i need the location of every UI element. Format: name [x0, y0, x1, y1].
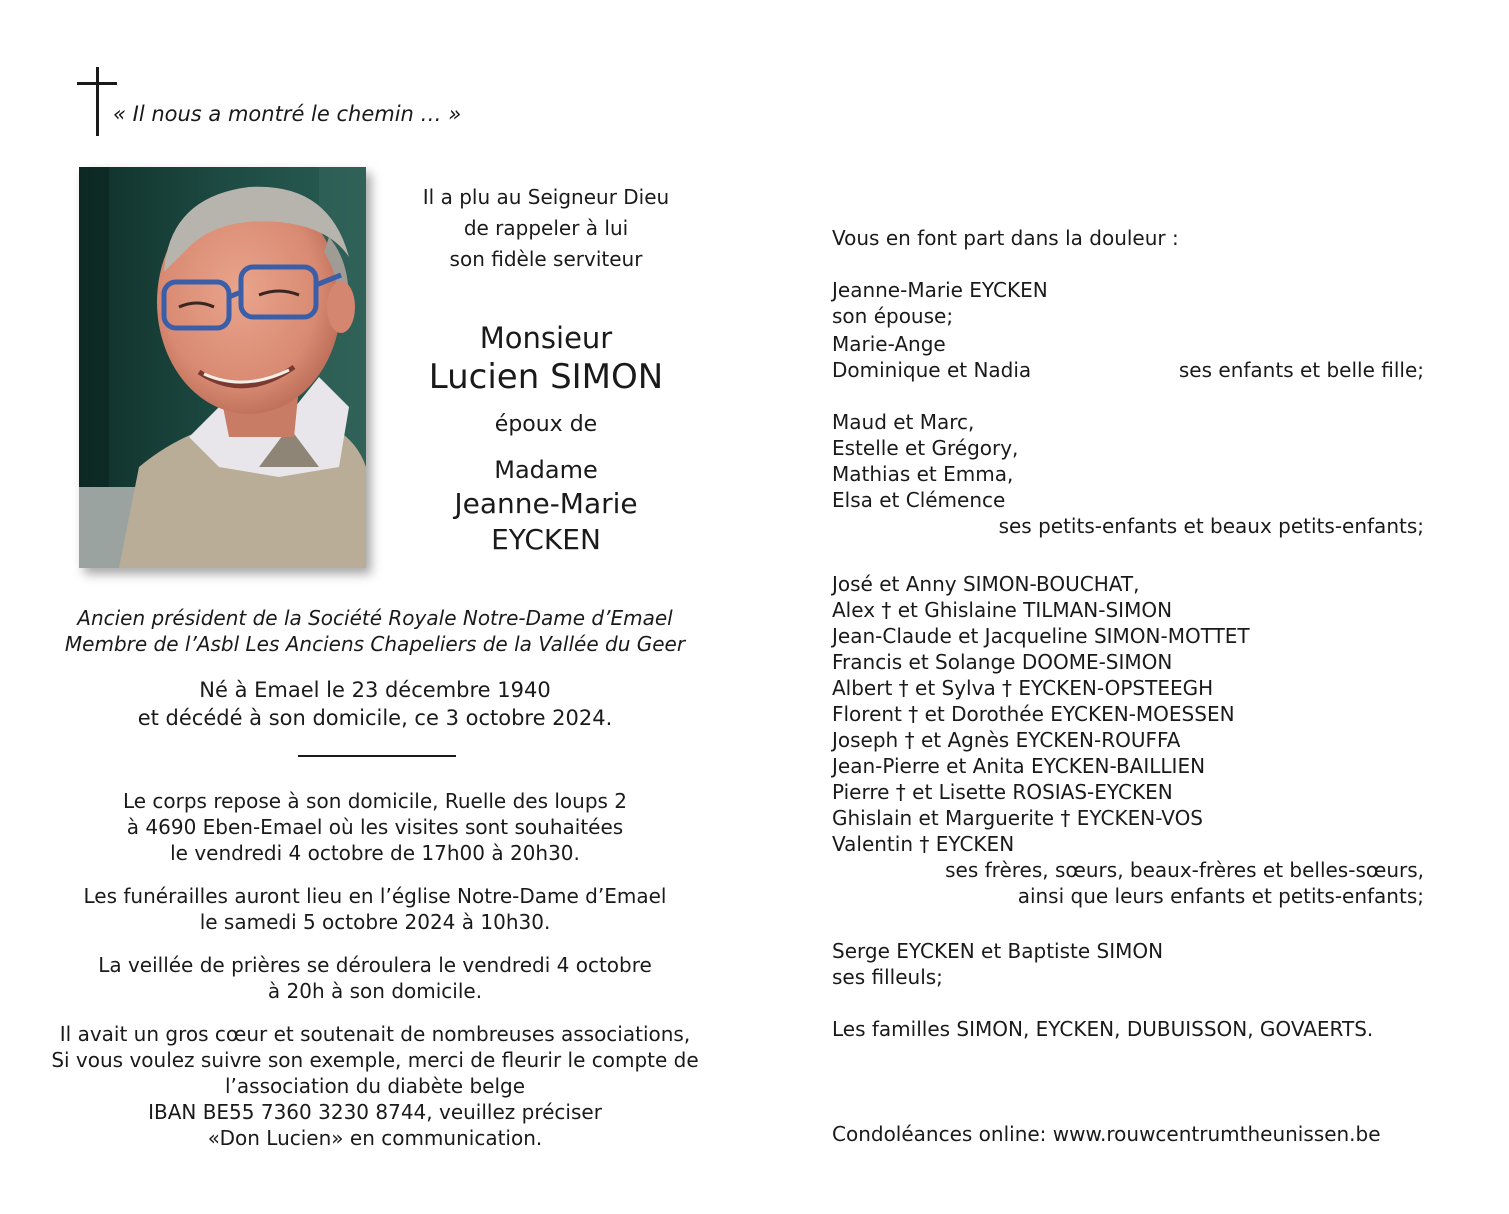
portrait-photo [79, 167, 366, 568]
family-role: ses frères, sœurs, beaux-frères et belles-sœurs, [945, 858, 1424, 882]
deceased-name: Lucien SIMON [428, 357, 664, 397]
separator-line [298, 755, 456, 757]
funeral-paragraph [40, 883, 710, 935]
family-role: ainsi que leurs enfants et petits-enfants; [1017, 884, 1424, 908]
family-name: Pierre † et Lisette ROSIAS-EYCKEN [832, 780, 1173, 804]
visitation-paragraph [40, 788, 710, 866]
family-name: Elsa et Clémence [832, 488, 1006, 512]
family-spouse-row [832, 277, 1424, 329]
family-name: Maud et Marc, [832, 410, 975, 434]
dates [40, 676, 710, 732]
role-line: Ancien président de la Société Royale Notre-Dame d’Emael [77, 606, 673, 630]
family-name: Joseph † et Agnès EYCKEN-ROUFFA [832, 728, 1181, 752]
family-name: Albert † et Sylva † EYCKEN-OPSTEEGH [832, 676, 1214, 700]
announcement-line: de rappeler à lui [463, 216, 629, 240]
family-role: ses enfants et belle fille; [1178, 358, 1424, 382]
portrait-illustration [79, 167, 366, 568]
family-name: Serge EYCKEN et Baptiste SIMON [832, 939, 1164, 963]
family-name: Jean-Pierre et Anita EYCKEN-BAILLIEN [832, 754, 1206, 778]
roles [40, 605, 710, 657]
donation-paragraph [40, 1021, 710, 1151]
cross-icon-bar [77, 82, 117, 85]
details-line: le samedi 5 octobre 2024 à 10h30. [199, 910, 551, 934]
details-line: IBAN BE55 7360 3230 8744, veuillez préciser [148, 1100, 602, 1124]
condolences-line: Condoléances online: www.rouwcentrumtheunissen.be [832, 1122, 1381, 1146]
details-line: Si vous voulez suivre son exemple, merci de fleurir le compte de [51, 1048, 699, 1072]
family-name: José et Anny SIMON-BOUCHAT, [832, 572, 1140, 596]
vigil-paragraph [40, 952, 710, 1004]
family-children-row [832, 357, 1424, 383]
family-children [832, 331, 1424, 383]
details-line: à 20h à son domicile. [267, 979, 483, 1003]
deceased-title: Monsieur [479, 321, 613, 355]
announcement-text [396, 182, 696, 275]
details-line: le vendredi 4 octobre de 17h00 à 20h30. [170, 841, 580, 865]
details-line: Le corps repose à son domicile, Ruelle des loups 2 [122, 789, 628, 813]
cross-icon [96, 67, 99, 136]
family-name: Ghislain et Marguerite † EYCKEN-VOS [832, 806, 1204, 830]
role-line: Membre de l’Asbl Les Anciens Chapeliers de la Vallée du Geer [64, 632, 686, 656]
family-intro: Vous en font part dans la douleur : [832, 226, 1179, 250]
birth-line: Né à Emael le 23 décembre 1940 [199, 678, 551, 702]
announcement-line: son fidèle serviteur [449, 247, 643, 271]
family-godchildren-row [832, 938, 1424, 990]
family-name: Jean-Claude et Jacqueline SIMON-MOTTET [832, 624, 1250, 648]
family-lines: Les familles SIMON, EYCKEN, DUBUISSON, GOVAERTS. [832, 1017, 1374, 1041]
family-name: Alex † et Ghislaine TILMAN-SIMON [832, 598, 1173, 622]
family-name: Estelle et Grégory, [832, 436, 1019, 460]
family-name: Jeanne-Marie EYCKEN [832, 278, 1048, 302]
details-line: Les funérailles auront lieu en l’église Notre-Dame d’Emael [83, 884, 667, 908]
family-role: ses petits-enfants et beaux petits-enfants; [998, 514, 1424, 538]
announcement-line: Il a plu au Seigneur Dieu [422, 185, 670, 209]
motto: « Il nous a montré le chemin … » [113, 102, 462, 126]
family-name: Dominique et Nadia [832, 358, 1032, 382]
family-name: Francis et Solange DOOME-SIMON [832, 650, 1173, 674]
relation-label: époux de [494, 412, 598, 437]
details-line: Il avait un gros cœur et soutenait de nombreuses associations, [59, 1022, 691, 1046]
details-line: «Don Lucien» en communication. [207, 1126, 543, 1150]
family-siblings [832, 571, 1424, 909]
family-name: Florent † et Dorothée EYCKEN-MOESSEN [832, 702, 1235, 726]
deceased-name-block [396, 320, 696, 558]
family-name: Valentin † EYCKEN [832, 832, 1015, 856]
family-role: ses filleuls; [832, 965, 943, 989]
details-line: La veillée de prières se déroulera le vendredi 4 octobre [98, 953, 652, 977]
family-grandchildren [832, 409, 1424, 539]
spouse-name: Jeanne-Marie EYCKEN [454, 487, 638, 556]
death-line: et décédé à son domicile, ce 3 octobre 2024. [137, 706, 613, 730]
details-line: à 4690 Eben-Emael où les visites sont souhaitées [126, 815, 624, 839]
family-name: Marie-Ange [832, 332, 946, 356]
family-name: Mathias et Emma, [832, 462, 1014, 486]
funeral-details [40, 788, 710, 1168]
details-line: l’association du diabète belge [224, 1074, 526, 1098]
family-role: son épouse; [832, 304, 954, 328]
spouse-title: Madame [494, 456, 598, 484]
